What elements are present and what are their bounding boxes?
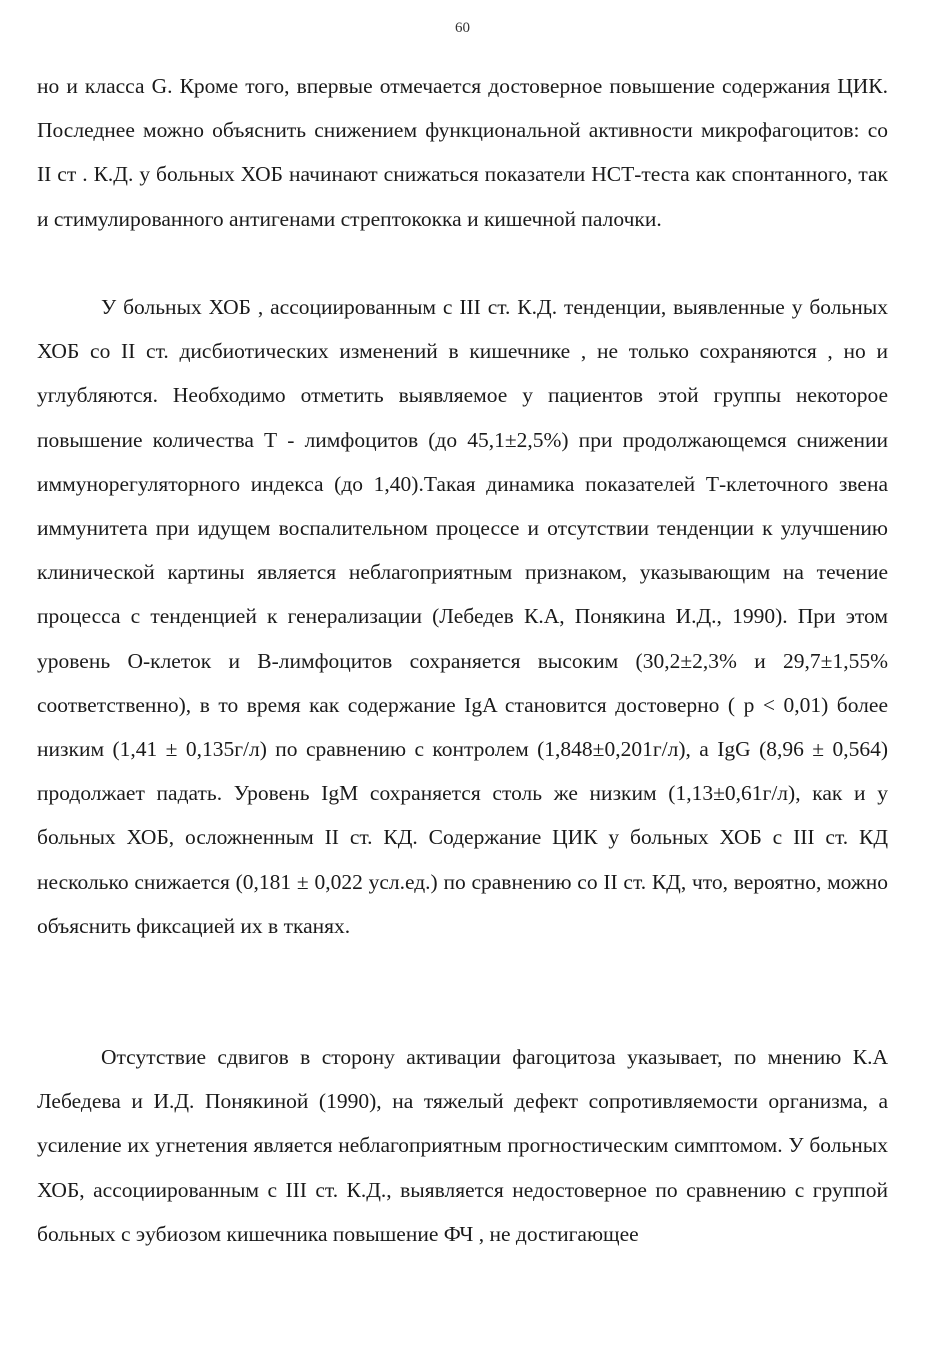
paragraph-text: Отсутствие сдвигов в сторону активации фагоцитоза указывает, по мнению К.А Лебедева и И.Д. Понякиной (1990), на тяжелый дефект сопротивляемости организма, а усиление их угнетения является неблагоприятным прогностическим симптомом. У больных ХОБ, ассоциированным с III ст. К.Д., выявляется недостоверное по сравнению с группой больных с эубиозом кишечника повышение ФЧ , не достигающее	[37, 1045, 888, 1246]
paragraph-3	[37, 1035, 888, 1256]
paragraph-text: но и класса G. Кроме того, впервые отмечается достоверное повышение содержания ЦИК. Последнее можно объяснить снижением функциональной активности микрофагоцитов: со II ст . К.Д. у больных ХОБ начинают снижаться показатели НСТ-теста как спонтанного, так и стимулированного антигенами стрептококка и кишечной палочки.	[37, 74, 888, 231]
paragraph-2	[37, 285, 888, 948]
paragraph-text: У больных ХОБ , ассоциированным с III ст. К.Д. тенденции, выявленные у больных ХОБ со II ст. дисбиотических изменений в кишечнике , не только сохраняются , но и углубляются. Необходимо отметить выявляемое у пациентов этой группы некоторое повышение количества Т - лимфоцитов (до 45,1±2,5%) при продолжающемся снижении иммунорегуляторного индекса (до 1,40).Такая динамика показателей Т-клеточного звена иммунитета при идущем воспалительном процессе и отсутствии тенденции к улучшению клинической картины является неблагоприятным признаком, указывающим на течение процесса с тенденцией к генерализации (Лебедев К.А, Понякина И.Д., 1990). При этом уровень О-клеток и В-лимфоцитов сохраняется высоким (30,2±2,3% и 29,7±1,55% соответственно), в то время как содержание IgA становится достоверно ( р < 0,01) более низким (1,41 ± 0,135г/л) по сравнению с контролем (1,848±0,201г/л), а IgG (8,96 ± 0,564) продолжает падать. Уровень IgM сохраняется столь же низким (1,13±0,61г/л), как и у больных ХОБ, осложненным II ст. КД. Содержание ЦИК у больных ХОБ с III ст. КД несколько снижается (0,181 ± 0,022 усл.ед.) по сравнению со II ст. КД, что, вероятно, можно объяснить фиксацией их в тканях.	[37, 295, 888, 938]
paragraph-1	[37, 64, 888, 241]
page-number: 60	[455, 20, 470, 36]
